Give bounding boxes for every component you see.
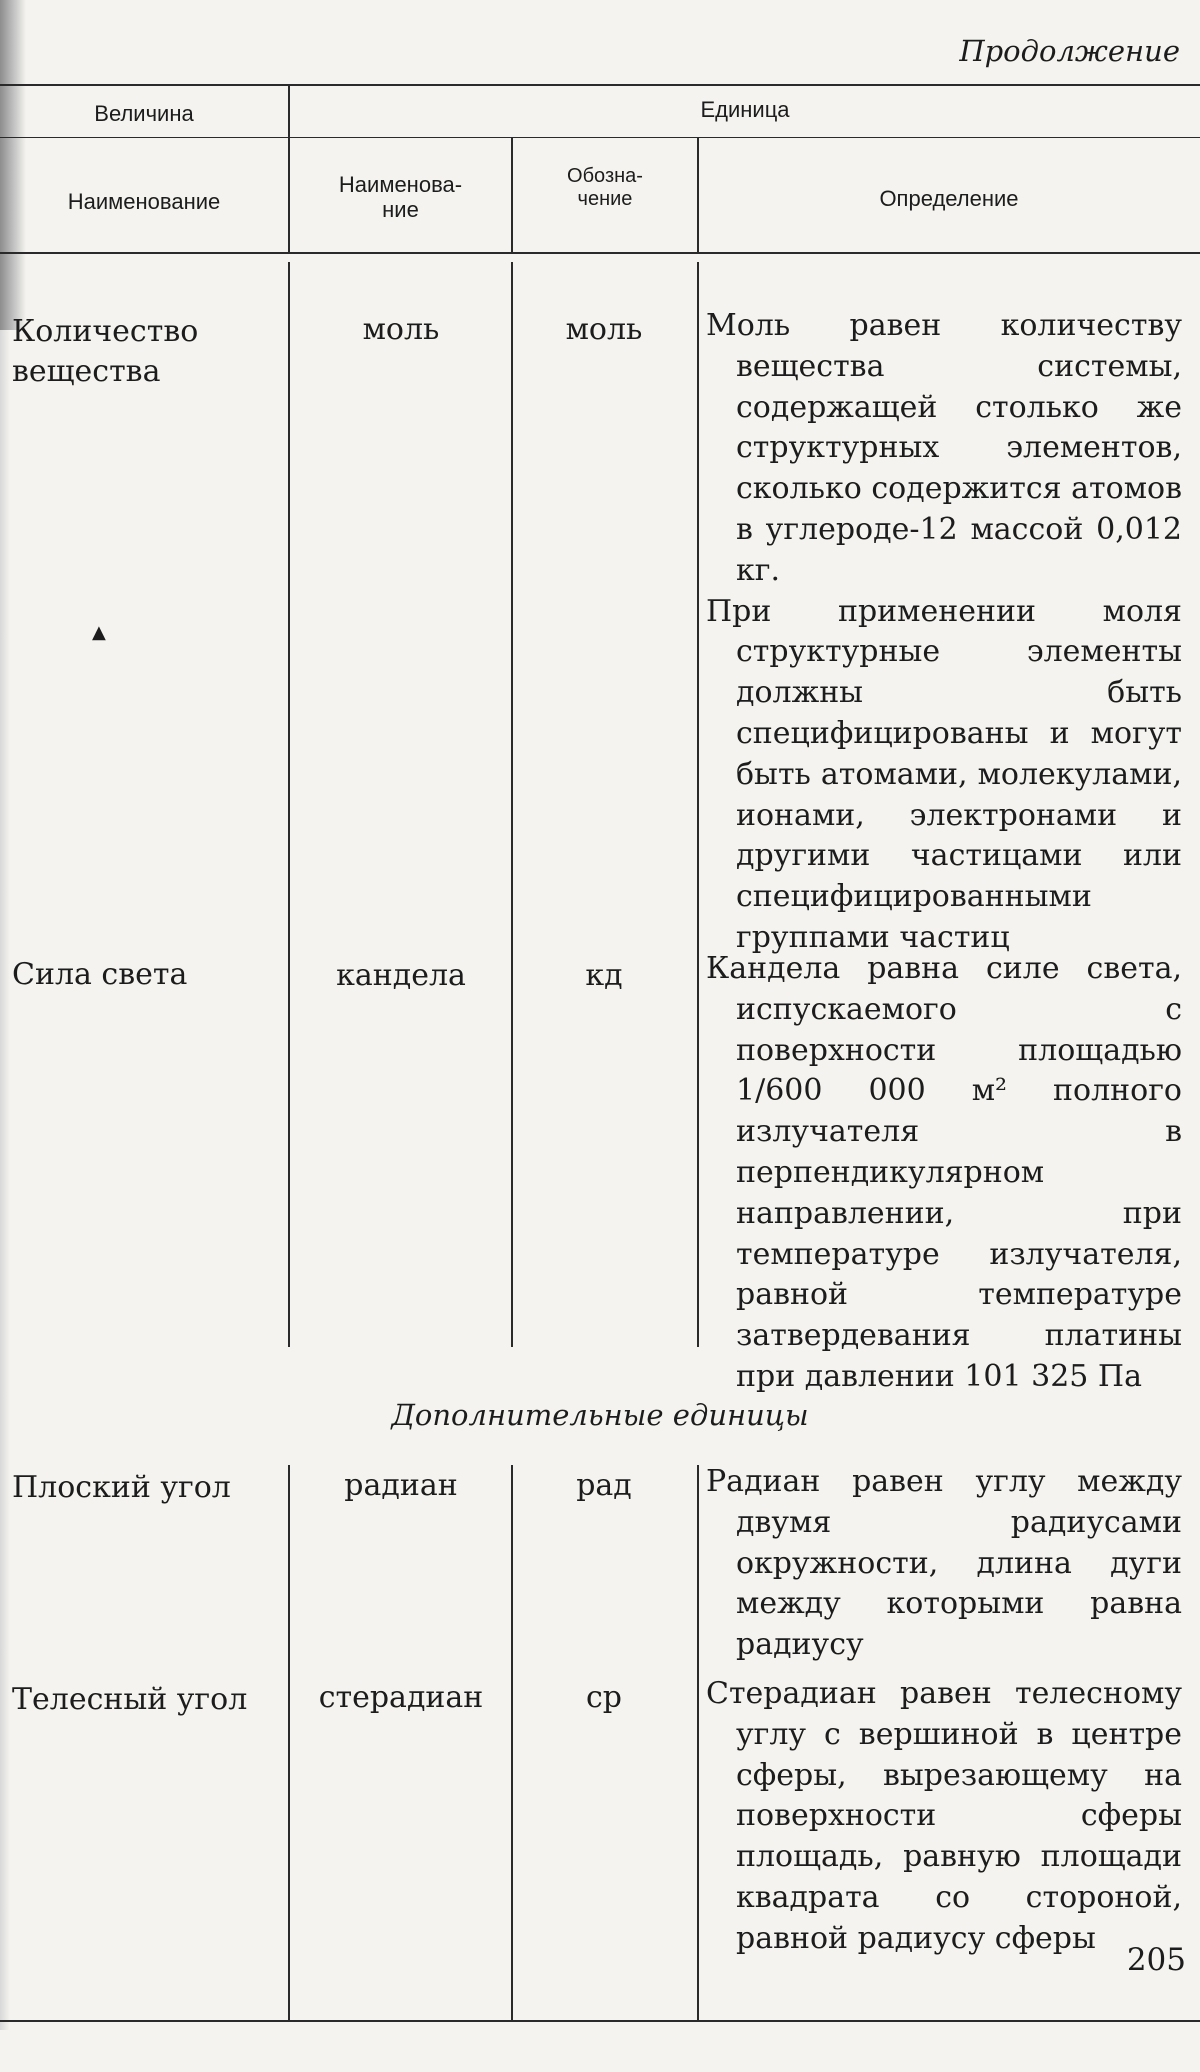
- unit-definition: [706, 949, 1182, 1398]
- definition-paragraph: Моль равен количеству вещества системы, содержащей столько же структурных элементов, сколько содержится атомов в углероде-12 массой 0,012 кг.: [706, 308, 1182, 588]
- header-definition: Определение: [879, 186, 1019, 211]
- header-unit: Единица: [700, 97, 790, 122]
- definition-paragraph: Кандела равна силе света, испускаемого с поверхности площадью 1/600 000 м² полного излучателя в перпендикулярном направлении, при температуре излучателя, равной температуре затвердевания платины при давлении 101 325 Па: [706, 951, 1182, 1394]
- column-divider: [511, 1465, 513, 2020]
- quantity-name: Телесный угол: [12, 1682, 248, 1717]
- unit-symbol: кд: [585, 958, 623, 993]
- continuation-label: Продолжение: [959, 34, 1180, 68]
- page-edge-shadow: [0, 0, 26, 330]
- header-quantity-name: Наименование: [67, 189, 221, 214]
- column-divider: [697, 262, 699, 1347]
- print-speck: ▲: [92, 622, 106, 643]
- section-title: Дополнительные единицы: [391, 1398, 809, 1432]
- header-unit-symbol: Обозна- чение: [567, 165, 643, 210]
- quantity-name: Сила света: [12, 957, 188, 992]
- unit-definition: [706, 306, 1182, 959]
- unit-symbol: рад: [576, 1468, 632, 1503]
- column-divider: [288, 262, 290, 1347]
- unit-symbol: ср: [585, 1680, 622, 1715]
- page-edge-shadow: [0, 330, 10, 2030]
- quantity-name: Плоский угол: [12, 1470, 231, 1505]
- column-divider: [697, 1465, 699, 2020]
- unit-definition: [706, 1674, 1182, 1960]
- table-top-rule: [0, 84, 1200, 86]
- unit-definition: [706, 1462, 1182, 1666]
- unit-name: радиан: [344, 1468, 458, 1503]
- table-bottom-rule: [0, 2020, 1200, 2022]
- header-quantity: Величина: [94, 101, 194, 126]
- page-number: 205: [1126, 1942, 1186, 1978]
- column-divider: [511, 262, 513, 1347]
- unit-name: кандела: [336, 958, 466, 993]
- header-bottom-rule: [0, 252, 1200, 254]
- unit-symbol: моль: [565, 312, 643, 347]
- definition-paragraph: Радиан равен углу между двумя радиусами окружности, длина дуги между которыми равна радиусу: [706, 1464, 1182, 1663]
- definition-paragraph: Стерадиан равен телесному углу с вершиной в центре сферы, вырезающему на поверхности сферы площадь, равную площади квадрата со стороной, равной радиусу сферы: [706, 1676, 1182, 1956]
- header-unit-name: Наименова- ние: [338, 172, 463, 223]
- unit-name: моль: [362, 312, 440, 347]
- definition-paragraph: При применении моля структурные элементы должны быть специфицированы и могут быть атомами, молекулами, ионами, электронами и другими частицами или специфицированными группами частиц: [706, 593, 1182, 955]
- quantity-name: Количество вещества: [12, 314, 199, 389]
- column-divider: [288, 1465, 290, 2020]
- unit-name: стерадиан: [318, 1680, 484, 1715]
- header-mid-rule: [0, 137, 1200, 138]
